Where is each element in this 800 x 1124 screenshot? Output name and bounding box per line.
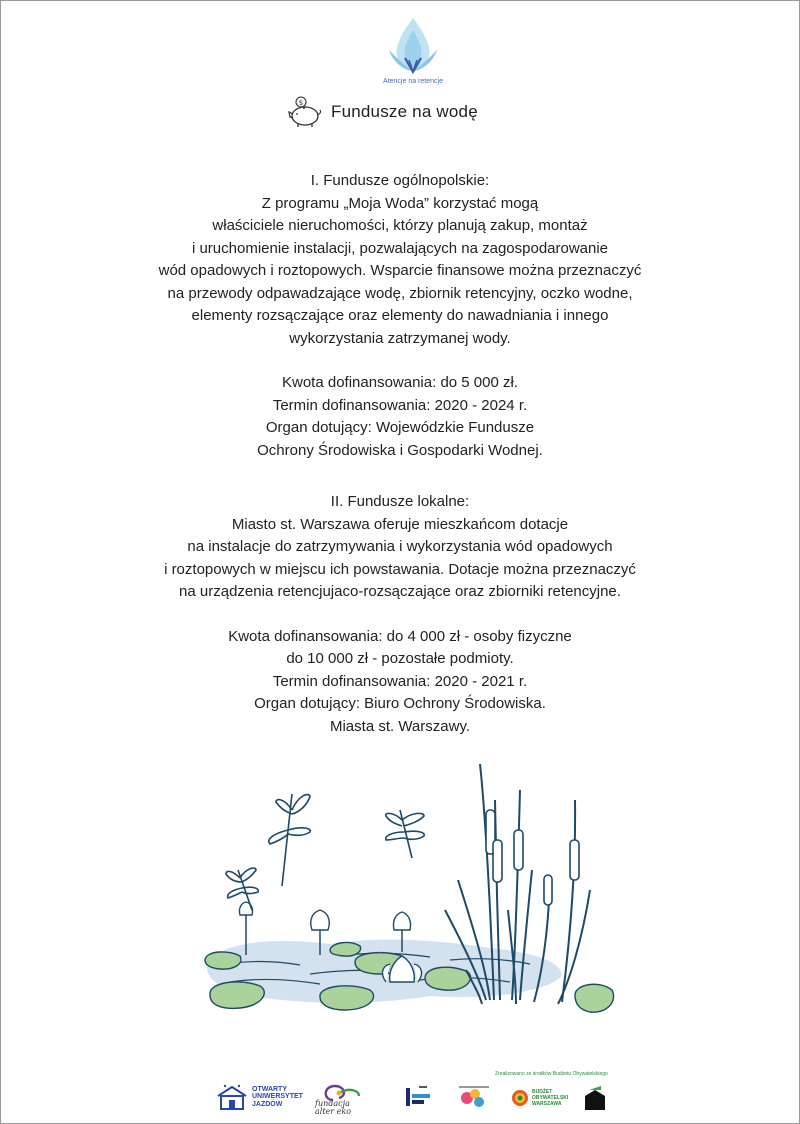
section-heading: I. Fundusze ogólnopolskie: (310, 172, 490, 189)
page-heading (287, 96, 478, 128)
budzet-line2: OBYWATELSKI (532, 1095, 569, 1101)
main-content (100, 170, 700, 738)
text-line: na instalacje do zatrzymywania i wykorzystania wód opadowych (187, 538, 613, 555)
detail-amount: Kwota dofinansowania: do 4 000 zł - osoby fizyczne (228, 627, 572, 645)
text-line: Z programu „Moja Woda” korzystać mogą (261, 194, 539, 212)
lotus-icon (383, 16, 443, 78)
lotus-logo (378, 16, 448, 96)
alter-eko-logo (315, 1082, 365, 1116)
text-line: i uruchomienie instalacji, pozwalających na zagospodarowanie (191, 239, 609, 257)
detail-authority: Organ dotujący: Biuro Ochrony Środowiska. (254, 695, 546, 712)
detail-authority-cont: Miasta st. Warszawy. (329, 717, 471, 735)
logo-caption: Atencje na retencje (383, 78, 443, 85)
cultural-center-logo-icon (403, 1082, 433, 1112)
piggy-bank-icon (287, 96, 323, 128)
sponsors-bar (205, 1068, 625, 1118)
text-line: na przewody odpawadzające wodę, zbiornik retencyjny, oczko wodne, (167, 284, 633, 302)
budzet-line1: BUDŻET (532, 1089, 553, 1095)
text-line: wykorzystania zatrzymanej wody. (289, 329, 511, 347)
text-line: właściciele nieruchomości, którzy planują zakup, montaż (212, 217, 588, 234)
detail-term: Termin dofinansowania: 2020 - 2024 r. (272, 396, 528, 414)
pond-illustration (190, 760, 630, 1025)
detail-term: Termin dofinansowania: 2020 - 2021 r. (272, 672, 528, 690)
section-local-funds (100, 491, 700, 738)
text-line: i roztopowych w miejscu ich powstawania. Dotacje można przeznaczyć (164, 560, 636, 578)
detail-authority: Organ dotujący: Wojewódzkie Fundusze (265, 419, 535, 436)
house-icon (215, 1084, 249, 1110)
warsaw-logo-icon (583, 1084, 607, 1112)
section-national-funds (100, 170, 700, 462)
text-line: Miasto st. Warszawa oferuje mieszkańcom dotacje (231, 515, 569, 533)
funding-note: Zrealizowano ze środków Budżetu Obywatelskiego (495, 1071, 608, 1077)
budzet-obywatelski-logo (510, 1088, 568, 1108)
budzet-line3: WARSZAWA (532, 1101, 562, 1107)
detail-amount: Kwota dofinansowania: do 5 000 zł. (282, 374, 518, 391)
detail-amount-cont: do 10 000 zł - pozostałe podmioty. (286, 650, 514, 667)
alter-line2: alter eko (315, 1107, 352, 1116)
svg-text:$: $ (298, 99, 304, 107)
budzet-icon (510, 1088, 530, 1108)
ou-line3: JAZDÓW (252, 1100, 283, 1108)
detail-authority-cont: Ochrony Środowiska i Gospodarki Wodnej. (257, 441, 543, 459)
text-line: elementy rozsączające oraz elementy do nawadniania i innego (191, 307, 609, 324)
section-heading: II. Fundusze lokalne: (330, 493, 470, 510)
district-logo-icon (457, 1084, 491, 1112)
alter-line1: fundacja (315, 1099, 350, 1108)
page-title: Fundusze na wodę (331, 102, 478, 121)
otwarty-uniwersytet-logo (215, 1084, 303, 1110)
text-line: na urządzenia retencjujaco-rozsączające oraz zbiorniki retencyjne. (179, 583, 621, 600)
ou-line2: UNIWERSYTET (252, 1093, 303, 1101)
ou-line1: OTWARTY (252, 1085, 287, 1093)
text-line: wód opadowych i roztopowych. Wsparcie finansowe można przeznaczyć (158, 262, 642, 279)
